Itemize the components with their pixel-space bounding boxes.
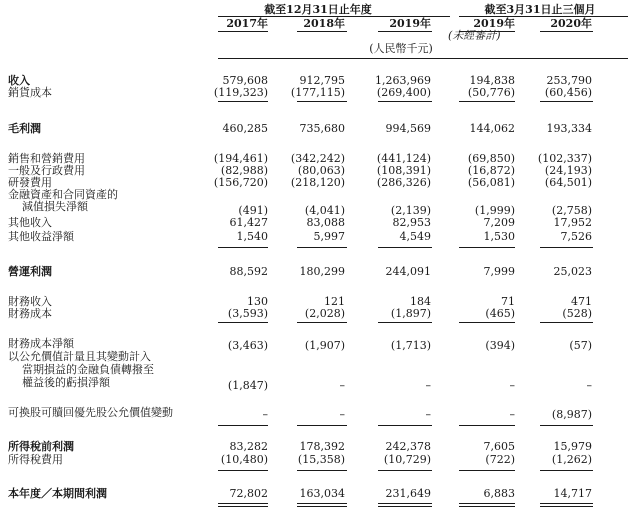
row-label: 以公允價值計量且其變動計入 bbox=[8, 350, 151, 363]
cell-value: 231,649 bbox=[385, 487, 431, 500]
cell-value: 7,999 bbox=[483, 265, 515, 278]
cell-value: (1,713) bbox=[390, 339, 431, 352]
cell-value: 1,263,969 bbox=[375, 74, 431, 87]
cell-value: 178,392 bbox=[299, 440, 345, 453]
cell-value: (491) bbox=[238, 204, 268, 217]
cell-value: (10,480) bbox=[220, 453, 268, 466]
cell-value: 71 bbox=[501, 295, 515, 308]
row-label: 財務收入 bbox=[8, 295, 52, 308]
cell-value: – bbox=[339, 408, 345, 421]
cell-value: 460,285 bbox=[222, 122, 268, 135]
cell-value: – bbox=[262, 408, 268, 421]
year-underline bbox=[378, 31, 432, 32]
cell-value: (102,337) bbox=[537, 152, 592, 165]
subtotal-rule bbox=[540, 247, 593, 248]
cell-value: (4,041) bbox=[304, 204, 345, 217]
subtotal-rule bbox=[540, 101, 593, 102]
cell-value: (119,323) bbox=[213, 86, 268, 99]
cell-value: (69,850) bbox=[467, 152, 515, 165]
cell-value: (286,326) bbox=[376, 176, 431, 189]
group1-title: 截至12月31日止年度 bbox=[264, 3, 372, 16]
cell-value: 130 bbox=[247, 295, 268, 308]
total-double-rule bbox=[218, 503, 268, 504]
total-double-rule bbox=[378, 503, 432, 504]
row-label: 當期損益的金融負債轉撥至 bbox=[22, 363, 154, 376]
cell-value: (342,242) bbox=[290, 152, 345, 165]
year-header: 2017年 bbox=[226, 17, 268, 30]
cell-value: – bbox=[509, 379, 515, 392]
cell-value: 242,378 bbox=[385, 440, 431, 453]
row-label: 本年度／本期間利潤 bbox=[8, 487, 107, 500]
subtotal-rule bbox=[378, 425, 432, 426]
cell-value: 1,540 bbox=[236, 230, 268, 243]
row-label: 金融資產和合同資產的 bbox=[8, 188, 118, 201]
row-label: 收入 bbox=[8, 74, 30, 87]
cell-value: 244,091 bbox=[385, 265, 431, 278]
subtotal-rule bbox=[218, 101, 268, 102]
row-label: 銷售和營銷費用 bbox=[8, 152, 85, 165]
cell-value: – bbox=[425, 379, 431, 392]
cell-value: (64,501) bbox=[544, 176, 592, 189]
cell-value: (3,463) bbox=[227, 339, 268, 352]
cell-value: 61,427 bbox=[229, 216, 268, 229]
cell-value: 163,034 bbox=[299, 487, 345, 500]
cell-value: 7,209 bbox=[483, 216, 515, 229]
subtotal-rule bbox=[297, 101, 347, 102]
cell-value: 193,334 bbox=[546, 122, 592, 135]
subtotal-rule bbox=[378, 322, 432, 323]
cell-value: (50,776) bbox=[467, 86, 515, 99]
cell-value: 735,680 bbox=[299, 122, 345, 135]
cell-value: 82,953 bbox=[392, 216, 431, 229]
cell-value: 1,530 bbox=[483, 230, 515, 243]
cell-value: (394) bbox=[485, 339, 515, 352]
cell-value: (15,358) bbox=[297, 453, 345, 466]
subtotal-rule bbox=[218, 247, 268, 248]
cell-value: (8,987) bbox=[551, 408, 592, 421]
subtotal-rule bbox=[297, 247, 347, 248]
row-label: 減值損失淨額 bbox=[22, 200, 88, 213]
cell-value: 14,717 bbox=[553, 487, 592, 500]
cell-value: 121 bbox=[324, 295, 345, 308]
subtotal-rule bbox=[540, 425, 593, 426]
subtotal-rule bbox=[297, 322, 347, 323]
row-label: 銷貨成本 bbox=[8, 86, 52, 99]
cell-value: 471 bbox=[571, 295, 592, 308]
row-label: 所得稅費用 bbox=[8, 453, 63, 466]
cell-value: (2,758) bbox=[551, 204, 592, 217]
cell-value: (60,456) bbox=[544, 86, 592, 99]
cell-value: (108,391) bbox=[376, 164, 431, 177]
cell-value: 994,569 bbox=[385, 122, 431, 135]
cell-value: (218,120) bbox=[290, 176, 345, 189]
total-double-rule bbox=[459, 503, 515, 504]
cell-value: 4,549 bbox=[399, 230, 431, 243]
cell-value: (1,262) bbox=[551, 453, 592, 466]
cell-value: (56,081) bbox=[467, 176, 515, 189]
cell-value: (57) bbox=[569, 339, 592, 352]
total-double-rule bbox=[540, 506, 593, 507]
cell-value: (177,115) bbox=[290, 86, 345, 99]
subtotal-rule bbox=[297, 425, 347, 426]
cell-value: 7,526 bbox=[560, 230, 592, 243]
cell-value: – bbox=[509, 408, 515, 421]
total-double-rule bbox=[297, 506, 347, 507]
row-label: 權益後的虧損淨額 bbox=[22, 376, 110, 389]
cell-value: (2,028) bbox=[304, 307, 345, 320]
cell-value: (156,720) bbox=[213, 176, 268, 189]
subtotal-rule bbox=[459, 470, 515, 471]
row-label: 一般及行政費用 bbox=[8, 164, 85, 177]
year-underline bbox=[540, 31, 593, 32]
group2-title: 截至3月31日止三個月 bbox=[484, 3, 596, 16]
cell-value: (528) bbox=[562, 307, 592, 320]
cell-value: 6,883 bbox=[483, 487, 515, 500]
row-label: 財務成本淨額 bbox=[8, 337, 74, 350]
subtotal-rule bbox=[459, 247, 515, 248]
subtotal-rule bbox=[218, 425, 268, 426]
cell-value: (82,988) bbox=[220, 164, 268, 177]
cell-value: 912,795 bbox=[299, 74, 345, 87]
cell-value: (16,872) bbox=[467, 164, 515, 177]
cell-value: 253,790 bbox=[546, 74, 592, 87]
subtotal-rule bbox=[459, 101, 515, 102]
subtotal-rule bbox=[459, 425, 515, 426]
cell-value: 5,997 bbox=[313, 230, 345, 243]
cell-value: (441,124) bbox=[376, 152, 431, 165]
cell-value: 83,282 bbox=[229, 440, 268, 453]
year-underline bbox=[297, 31, 347, 32]
cell-value: 579,608 bbox=[222, 74, 268, 87]
cell-value: (1,999) bbox=[474, 204, 515, 217]
year-header: 2020年 bbox=[550, 17, 592, 30]
cell-value: (194,461) bbox=[213, 152, 268, 165]
subtotal-rule bbox=[540, 470, 593, 471]
cell-value: (1,847) bbox=[227, 379, 268, 392]
subtotal-rule bbox=[378, 470, 432, 471]
cell-value: (1,897) bbox=[390, 307, 431, 320]
cell-value: 194,838 bbox=[469, 74, 515, 87]
row-label: 毛利潤 bbox=[8, 122, 41, 135]
total-double-rule bbox=[378, 506, 432, 507]
cell-value: 83,088 bbox=[306, 216, 345, 229]
year-underline bbox=[218, 31, 268, 32]
cell-value: 144,062 bbox=[469, 122, 515, 135]
cell-value: (722) bbox=[485, 453, 515, 466]
cell-value: 184 bbox=[410, 295, 431, 308]
cell-value: 180,299 bbox=[299, 265, 345, 278]
total-double-rule bbox=[218, 506, 268, 507]
total-double-rule bbox=[540, 503, 593, 504]
subtotal-rule bbox=[297, 470, 347, 471]
cell-value: 72,802 bbox=[229, 487, 268, 500]
cell-value: – bbox=[586, 379, 592, 392]
row-label: 營運利潤 bbox=[8, 265, 52, 278]
total-double-rule bbox=[297, 503, 347, 504]
cell-value: (269,400) bbox=[376, 86, 431, 99]
cell-value: 17,952 bbox=[553, 216, 592, 229]
row-label: 財務成本 bbox=[8, 307, 52, 320]
cell-value: (3,593) bbox=[227, 307, 268, 320]
row-label: 其他收益淨額 bbox=[8, 230, 74, 243]
unaudited-note: (未經審計) bbox=[448, 29, 501, 42]
cell-value: (10,729) bbox=[383, 453, 431, 466]
cell-value: (80,063) bbox=[297, 164, 345, 177]
cell-value: – bbox=[339, 379, 345, 392]
cell-value: 25,023 bbox=[553, 265, 592, 278]
cell-value: (2,139) bbox=[390, 204, 431, 217]
year-header: 2019年 bbox=[389, 17, 431, 30]
row-label: 研發費用 bbox=[8, 176, 52, 189]
row-label: 其他收入 bbox=[8, 216, 52, 229]
total-double-rule bbox=[459, 506, 515, 507]
subtotal-rule bbox=[540, 322, 593, 323]
cell-value: 88,592 bbox=[229, 265, 268, 278]
subtotal-rule bbox=[218, 322, 268, 323]
year-header: 2018年 bbox=[303, 17, 345, 30]
cell-value: – bbox=[425, 408, 431, 421]
subtotal-rule bbox=[378, 101, 432, 102]
subtotal-rule bbox=[378, 247, 432, 248]
subtotal-rule bbox=[459, 322, 515, 323]
row-label: 可換股可贖回優先股公允價值變動 bbox=[8, 406, 173, 419]
header-rule bbox=[218, 58, 628, 59]
subtotal-rule bbox=[218, 470, 268, 471]
row-label: 所得稅前利潤 bbox=[8, 440, 74, 453]
cell-value: (465) bbox=[485, 307, 515, 320]
year-header: 2019年 bbox=[473, 17, 515, 30]
currency-note: (人民幣千元) bbox=[369, 42, 433, 55]
cell-value: (24,193) bbox=[544, 164, 592, 177]
cell-value: (1,907) bbox=[304, 339, 345, 352]
cell-value: 7,605 bbox=[483, 440, 515, 453]
cell-value: 15,979 bbox=[553, 440, 592, 453]
